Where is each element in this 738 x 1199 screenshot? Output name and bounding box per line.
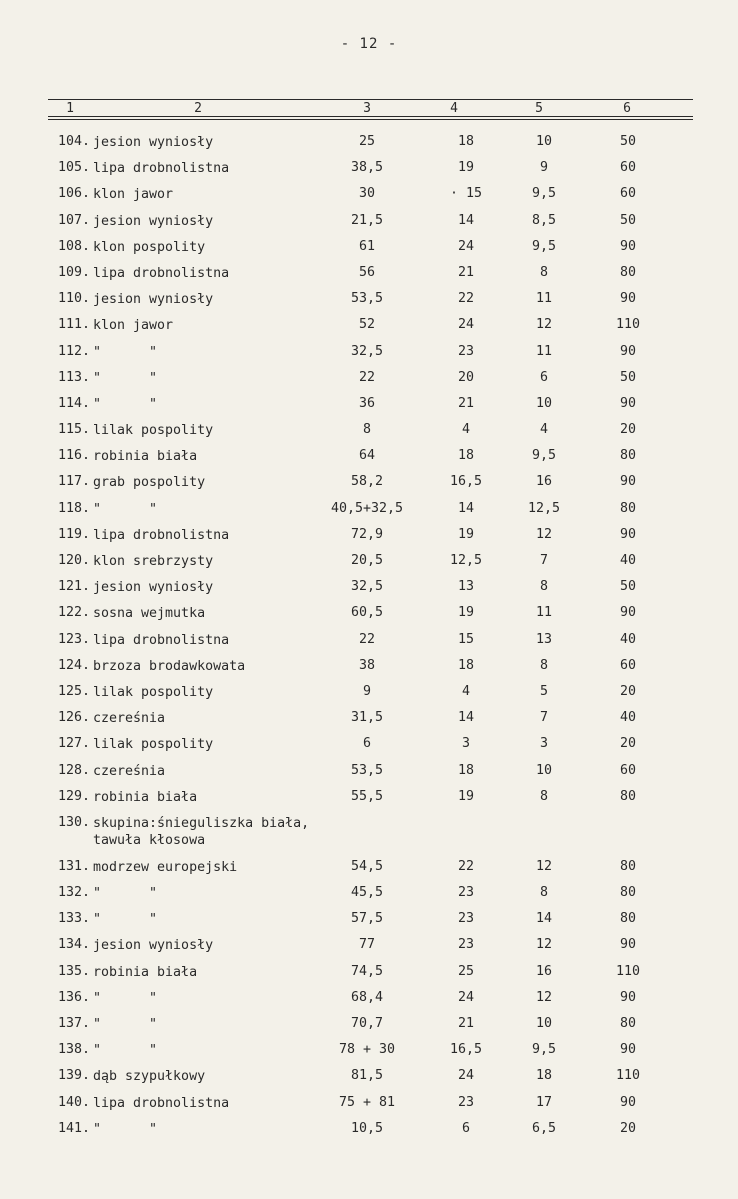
cell-col-4: 25: [457, 963, 474, 979]
row-number: 121.: [57, 579, 90, 595]
row-number: 128.: [57, 762, 90, 778]
cell-col-6: 110: [615, 317, 641, 333]
cell-col-6: 80: [619, 448, 636, 464]
cell-col-3: 40,5+32,5: [330, 500, 404, 516]
row-number: 115.: [57, 422, 90, 438]
cell-col-3: 31,5: [350, 710, 384, 726]
cell-col-6: 80: [619, 1016, 636, 1031]
table-row: [0, 501, 738, 527]
cell-col-4: 16,5: [449, 474, 483, 490]
cell-col-4: 16,5: [449, 1042, 483, 1058]
header-bottom-rule: [48, 116, 693, 117]
cell-col-3: 54,5: [350, 858, 384, 874]
cell-col-3: 74,5: [350, 963, 384, 979]
cell-col-4: 20: [457, 369, 474, 385]
row-number: 136.: [57, 989, 90, 1005]
species-name: klon srebrzysty: [93, 554, 214, 569]
species-name: skupina:śnieguliszka biała, tawuła kłosowa: [93, 815, 310, 848]
row-number: 112.: [57, 343, 90, 359]
cell-col-3: 60,5: [350, 605, 384, 621]
column-header-3: 3: [363, 101, 371, 116]
cell-col-6: 40: [619, 710, 636, 726]
species-name: " ": [93, 1121, 158, 1137]
row-number: 131.: [57, 858, 90, 874]
cell-col-3: 38: [358, 657, 375, 673]
cell-col-5: 8: [539, 579, 548, 595]
cell-col-5: 12,5: [527, 500, 561, 516]
cell-col-3: 32,5: [350, 343, 384, 359]
cell-col-4: 21: [457, 395, 474, 411]
cell-col-5: 10: [535, 1016, 552, 1031]
table-row: [0, 1016, 738, 1042]
species-name: " ": [93, 344, 158, 360]
cell-col-6: 90: [619, 238, 636, 254]
row-number: 119.: [57, 526, 90, 542]
cell-col-6: 60: [619, 160, 636, 176]
row-number: 106.: [57, 186, 90, 202]
species-name: lilak pospolity: [93, 423, 214, 439]
cell-col-6: 20: [619, 1120, 636, 1136]
row-number: 129.: [57, 788, 90, 804]
species-name: lilak pospolity: [93, 684, 214, 700]
cell-col-5: 8,5: [531, 212, 557, 228]
cell-col-5: 8: [539, 657, 548, 673]
cell-col-3: 56: [358, 264, 375, 280]
cell-col-6: 90: [619, 605, 636, 621]
cell-col-4: 19: [457, 160, 474, 176]
cell-col-4: 18: [457, 134, 474, 149]
cell-col-4: 19: [457, 526, 474, 542]
cell-col-5: 5: [539, 683, 548, 699]
row-number: 137.: [57, 1016, 90, 1031]
cell-col-4: 23: [457, 343, 474, 359]
cell-col-5: 12: [535, 989, 552, 1005]
cell-col-4: 23: [457, 911, 474, 927]
cell-col-3: 20,5: [350, 553, 384, 568]
cell-col-5: 12: [535, 317, 552, 333]
cell-col-6: 90: [619, 1042, 636, 1058]
cell-col-5: 9: [539, 160, 548, 176]
row-number: 122.: [57, 605, 90, 621]
row-number: 113.: [57, 369, 90, 385]
species-name: jesion wyniosły: [93, 213, 214, 229]
species-name: czereśnia: [93, 711, 166, 727]
cell-col-6: 110: [615, 963, 641, 979]
row-number: 104.: [57, 134, 90, 149]
cell-col-5: 17: [535, 1094, 552, 1110]
cell-col-4: · 15: [449, 186, 483, 202]
cell-col-6: 80: [619, 858, 636, 874]
cell-col-5: 3: [539, 736, 548, 752]
row-number: 132.: [57, 885, 90, 901]
species-name: robinia biała: [93, 449, 198, 465]
species-name: lipa drobnolistna: [93, 1095, 230, 1111]
species-name: " ": [93, 396, 158, 412]
cell-col-3: 53,5: [350, 762, 384, 778]
cell-col-6: 80: [619, 885, 636, 901]
cell-col-4: 22: [457, 858, 474, 874]
cell-col-4: 14: [457, 212, 474, 228]
table-row: [0, 815, 738, 859]
species-name: robinia biała: [93, 964, 198, 980]
species-name: " ": [93, 912, 158, 928]
row-number: 124.: [57, 657, 90, 673]
cell-col-6: 40: [619, 631, 636, 647]
cell-col-4: 4: [461, 683, 470, 699]
cell-col-6: 40: [619, 553, 636, 568]
cell-col-4: 23: [457, 937, 474, 953]
table-row: [0, 239, 738, 265]
row-number: 126.: [57, 710, 90, 726]
cell-col-4: 12,5: [449, 553, 483, 568]
species-name: " ": [93, 370, 158, 386]
cell-col-4: 24: [457, 1068, 474, 1084]
cell-col-3: 75 + 81: [338, 1094, 396, 1110]
row-number: 135.: [57, 963, 90, 979]
cell-col-5: 10: [535, 395, 552, 411]
cell-col-3: 72,9: [350, 526, 384, 542]
cell-col-6: 90: [619, 526, 636, 542]
cell-col-4: 18: [457, 448, 474, 464]
cell-col-5: 12: [535, 937, 552, 953]
column-header-6: 6: [623, 101, 631, 116]
cell-col-6: 90: [619, 474, 636, 490]
cell-col-5: 8: [539, 885, 548, 901]
cell-col-3: 58,2: [350, 474, 384, 490]
table-row: [0, 736, 738, 762]
cell-col-6: 60: [619, 657, 636, 673]
row-number: 118.: [57, 500, 90, 516]
table-row: [0, 885, 738, 911]
table-row: [0, 763, 738, 789]
table-row: [0, 1068, 738, 1094]
species-name: klon jawor: [93, 318, 174, 334]
species-name: lipa drobnolistna: [93, 527, 230, 543]
cell-col-3: 8: [362, 422, 371, 438]
species-name: lipa drobnolistna: [93, 632, 230, 648]
table-row: [0, 527, 738, 553]
cell-col-6: 20: [619, 422, 636, 438]
cell-col-6: 80: [619, 911, 636, 927]
table-row: [0, 684, 738, 710]
table-row: [0, 1121, 738, 1147]
cell-col-3: 22: [358, 369, 375, 385]
table-top-rule: [48, 99, 693, 100]
cell-col-4: 14: [457, 500, 474, 516]
cell-col-3: 38,5: [350, 160, 384, 176]
cell-col-5: 9,5: [531, 448, 557, 464]
cell-col-4: 4: [461, 422, 470, 438]
cell-col-5: 11: [535, 343, 552, 359]
table-row: [0, 1095, 738, 1121]
species-name: brzoza brodawkowata: [93, 658, 246, 674]
row-number: 111.: [57, 317, 90, 333]
cell-col-5: 11: [535, 605, 552, 621]
row-number: 110.: [57, 291, 90, 307]
cell-col-3: 32,5: [350, 579, 384, 595]
cell-col-3: 64: [358, 448, 375, 464]
cell-col-5: 14: [535, 911, 552, 927]
cell-col-4: 3: [461, 736, 470, 752]
species-name: grab pospolity: [93, 475, 206, 491]
table-row: [0, 937, 738, 963]
table-row: [0, 474, 738, 500]
cell-col-3: 81,5: [350, 1068, 384, 1084]
species-name: modrzew europejski: [93, 859, 238, 875]
row-number: 117.: [57, 474, 90, 490]
row-number: 105.: [57, 160, 90, 176]
cell-col-3: 57,5: [350, 911, 384, 927]
cell-col-5: 10: [535, 134, 552, 149]
cell-col-5: 7: [539, 553, 548, 568]
cell-col-3: 10,5: [350, 1120, 384, 1136]
table-row: [0, 658, 738, 684]
species-name: lipa drobnolistna: [93, 265, 230, 281]
cell-col-3: 61: [358, 238, 375, 254]
table-row: [0, 553, 738, 579]
table-body: [0, 134, 738, 1147]
cell-col-4: 15: [457, 631, 474, 647]
header-double-rule: [48, 119, 693, 120]
cell-col-3: 77: [358, 937, 375, 953]
cell-col-5: 8: [539, 264, 548, 280]
table-row: [0, 370, 738, 396]
cell-col-3: 70,7: [350, 1016, 384, 1031]
cell-col-4: 19: [457, 605, 474, 621]
cell-col-4: 22: [457, 291, 474, 307]
cell-col-4: 21: [457, 264, 474, 280]
cell-col-3: 21,5: [350, 212, 384, 228]
cell-col-6: 110: [615, 1068, 641, 1084]
species-name: lilak pospolity: [93, 737, 214, 753]
row-number: 109.: [57, 264, 90, 280]
cell-col-5: 18: [535, 1068, 552, 1084]
table-row: [0, 422, 738, 448]
cell-col-6: 60: [619, 186, 636, 202]
table-row: [0, 911, 738, 937]
cell-col-6: 50: [619, 134, 636, 149]
row-number: 107.: [57, 212, 90, 228]
species-name: sosna wejmutka: [93, 606, 206, 622]
table-row: [0, 186, 738, 212]
column-header-1: 1: [66, 101, 74, 116]
cell-col-6: 80: [619, 500, 636, 516]
cell-col-6: 90: [619, 343, 636, 359]
species-name: " ": [93, 1043, 158, 1059]
species-name: " ": [93, 990, 158, 1006]
cell-col-3: 45,5: [350, 885, 384, 901]
cell-col-5: 13: [535, 631, 552, 647]
table-row: [0, 160, 738, 186]
cell-col-6: 20: [619, 683, 636, 699]
table-row: [0, 964, 738, 990]
species-name: klon pospolity: [93, 239, 206, 255]
cell-col-6: 90: [619, 989, 636, 1005]
cell-col-4: 6: [461, 1120, 470, 1136]
cell-col-5: 4: [539, 422, 548, 438]
row-number: 114.: [57, 395, 90, 411]
species-name: jesion wyniosły: [93, 938, 214, 954]
cell-col-6: 80: [619, 264, 636, 280]
cell-col-5: 9,5: [531, 238, 557, 254]
cell-col-4: 24: [457, 317, 474, 333]
species-name: jesion wyniosły: [93, 580, 214, 596]
species-name: robinia biała: [93, 789, 198, 805]
table-row: [0, 990, 738, 1016]
table-row: [0, 344, 738, 370]
table-row: [0, 789, 738, 815]
table-row: [0, 265, 738, 291]
cell-col-3: 30: [358, 186, 375, 202]
cell-col-3: 9: [362, 683, 371, 699]
species-name: " ": [93, 886, 158, 902]
table-row: [0, 579, 738, 605]
cell-col-3: 53,5: [350, 291, 384, 307]
cell-col-6: 20: [619, 736, 636, 752]
cell-col-6: 90: [619, 937, 636, 953]
cell-col-5: 6: [539, 369, 548, 385]
table-row: [0, 448, 738, 474]
cell-col-6: 50: [619, 212, 636, 228]
cell-col-4: 23: [457, 885, 474, 901]
table-row: [0, 632, 738, 658]
column-header-4: 4: [450, 101, 458, 116]
cell-col-6: 80: [619, 788, 636, 804]
species-name: " ": [93, 1017, 158, 1032]
species-name: " ": [93, 501, 158, 517]
cell-col-6: 90: [619, 291, 636, 307]
cell-col-5: 9,5: [531, 186, 557, 202]
cell-col-3: 6: [362, 736, 371, 752]
table-row: [0, 1042, 738, 1068]
cell-col-5: 16: [535, 963, 552, 979]
table-row: [0, 710, 738, 736]
row-number: 125.: [57, 683, 90, 699]
row-number: 120.: [57, 553, 90, 568]
page-number: - 12 -: [340, 36, 398, 52]
column-header-2: 2: [194, 101, 202, 116]
cell-col-3: 36: [358, 395, 375, 411]
species-name: dąb szypułkowy: [93, 1069, 206, 1085]
row-number: 108.: [57, 238, 90, 254]
cell-col-4: 23: [457, 1094, 474, 1110]
table-row: [0, 859, 738, 885]
row-number: 141.: [57, 1120, 90, 1136]
cell-col-5: 12: [535, 858, 552, 874]
column-header-5: 5: [535, 101, 543, 116]
table-row: [0, 291, 738, 317]
cell-col-4: 21: [457, 1016, 474, 1031]
cell-col-5: 6,5: [531, 1120, 557, 1136]
cell-col-5: 8: [539, 788, 548, 804]
cell-col-5: 7: [539, 710, 548, 726]
cell-col-3: 78 + 30: [338, 1042, 396, 1058]
table-row: [0, 134, 738, 160]
cell-col-4: 19: [457, 788, 474, 804]
species-name: jesion wyniosły: [93, 292, 214, 308]
cell-col-4: 14: [457, 710, 474, 726]
cell-col-3: 68,4: [350, 989, 384, 1005]
cell-col-5: 12: [535, 526, 552, 542]
row-number: 139.: [57, 1068, 90, 1084]
row-number: 133.: [57, 911, 90, 927]
table-row: [0, 317, 738, 343]
cell-col-5: 11: [535, 291, 552, 307]
cell-col-3: 52: [358, 317, 375, 333]
row-number: 138.: [57, 1042, 90, 1058]
table-row: [0, 396, 738, 422]
cell-col-3: 55,5: [350, 788, 384, 804]
cell-col-5: 16: [535, 474, 552, 490]
table-row: [0, 605, 738, 631]
row-number: 116.: [57, 448, 90, 464]
species-name: czereśnia: [93, 763, 166, 779]
cell-col-6: 90: [619, 395, 636, 411]
cell-col-4: 13: [457, 579, 474, 595]
row-number: 123.: [57, 631, 90, 647]
cell-col-6: 50: [619, 369, 636, 385]
cell-col-5: 9,5: [531, 1042, 557, 1058]
cell-col-5: 10: [535, 762, 552, 778]
cell-col-3: 22: [358, 631, 375, 647]
species-name: klon jawor: [93, 187, 174, 203]
row-number: 127.: [57, 736, 90, 752]
row-number: 140.: [57, 1094, 90, 1110]
row-number: 134.: [57, 937, 90, 953]
species-name: jesion wyniosły: [93, 135, 214, 150]
row-number: 130.: [57, 814, 90, 830]
species-name: lipa drobnolistna: [93, 161, 230, 177]
table-row: [0, 213, 738, 239]
cell-col-4: 24: [457, 989, 474, 1005]
cell-col-3: 25: [358, 134, 375, 149]
cell-col-4: 18: [457, 762, 474, 778]
cell-col-6: 60: [619, 762, 636, 778]
cell-col-6: 90: [619, 1094, 636, 1110]
cell-col-4: 18: [457, 657, 474, 673]
cell-col-6: 50: [619, 579, 636, 595]
cell-col-4: 24: [457, 238, 474, 254]
